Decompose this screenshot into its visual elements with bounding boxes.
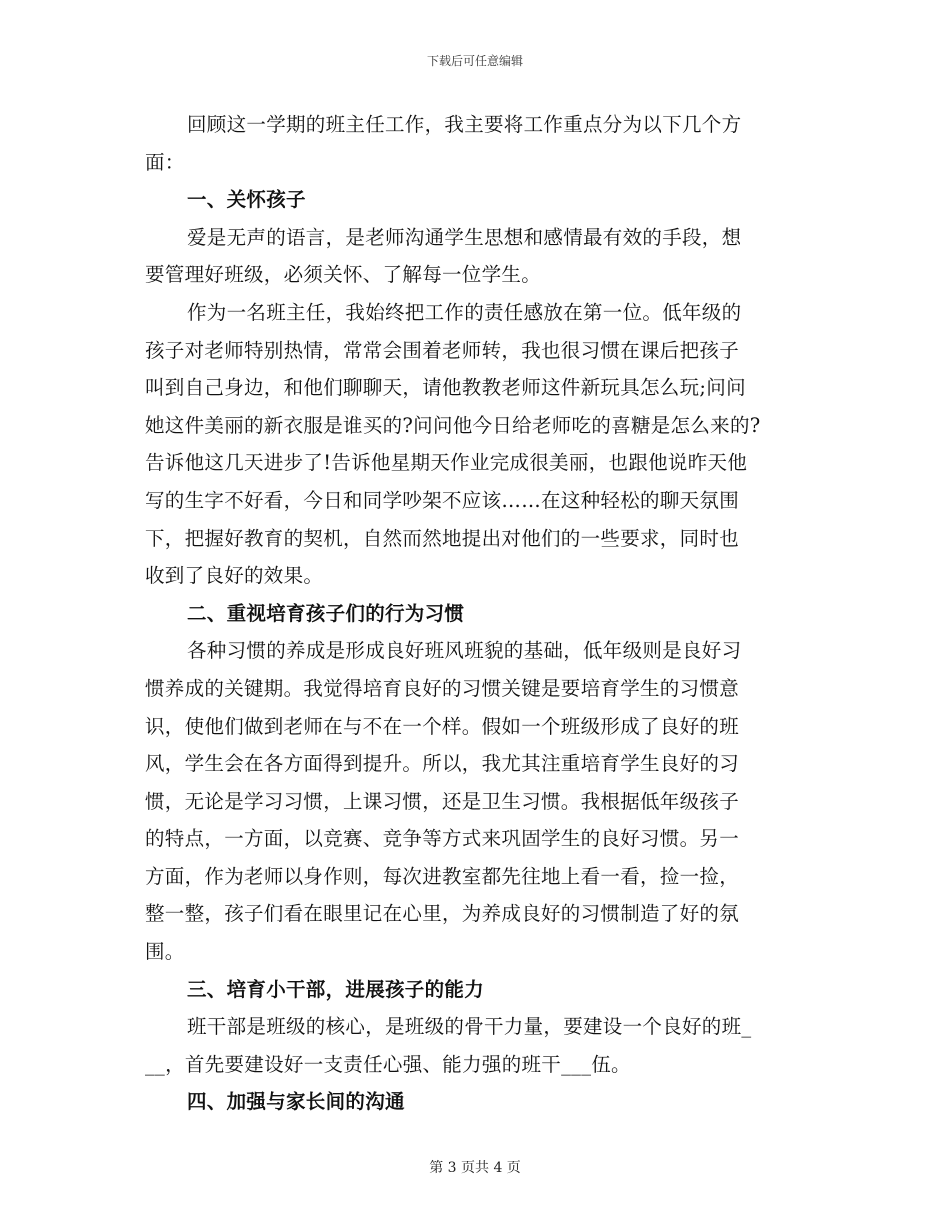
- paragraph-line: 孩子对老师特别热情，常常会围着老师转，我也很习惯在课后把孩子: [145, 338, 740, 362]
- section-heading: 二、重视培育孩子们的行为习惯: [187, 601, 465, 625]
- section-heading: 四、加强与家长间的沟通: [187, 1090, 405, 1114]
- paragraph-line: 回顾这一学期的班主任工作，我主要将工作重点分为以下几个方: [187, 113, 742, 136]
- paragraph-line: 告诉他这几天进步了!告诉他星期天作业完成很美丽，也跟他说昨天他: [145, 451, 748, 475]
- paragraph-line: 爱是无声的语言，是老师沟通学生思想和感情最有效的手段，想: [187, 225, 742, 249]
- paragraph-line: 面：: [145, 150, 185, 174]
- paragraph-line: 各种习惯的养成是形成良好班风班貌的基础，低年级则是良好习: [187, 639, 742, 663]
- paragraph-line: 下，把握好教育的契机，自然而然地提出对他们的一些要求，同时也: [145, 526, 740, 550]
- paragraph-line: 方面，作为老师以身作则，每次进教室都先往地上看一看，捡一捡，: [145, 864, 740, 888]
- paragraph-line: 叫到自己身边，和他们聊聊天，请他教教老师这件新玩具怎么玩;问问: [145, 376, 746, 400]
- section-heading: 三、培育小干部，进展孩子的能力: [187, 977, 485, 1001]
- document-body: [145, 106, 817, 1121]
- section-heading: 一、关怀孩子: [187, 188, 306, 212]
- paragraph-line: 风，学生会在各方面得到提升。所以，我尤其注重培育学生良好的习: [145, 752, 740, 776]
- page-footer: 第 3 页共 4 页: [429, 1160, 521, 1176]
- paragraph-line: 她这件美丽的新衣服是谁买的?问问他今日给老师吃的喜糖是怎么来的?: [145, 413, 761, 437]
- page-header: 下载后可任意编辑: [426, 54, 523, 68]
- paragraph-line: 写的生字不好看，今日和同学吵架不应该……在这种轻松的聊天氛围: [145, 488, 740, 512]
- paragraph-line: __，首先要建设好一支责任心强、能力强的班干___伍。: [145, 1052, 631, 1076]
- paragraph-line: 的特点，一方面，以竞赛、竞争等方式来巩固学生的良好习惯。另一: [145, 827, 740, 851]
- paragraph-line: 惯养成的关键期。我觉得培育良好的习惯关键是要培育学生的习惯意: [145, 676, 740, 700]
- paragraph-line: 班干部是班级的核心，是班级的骨干力量，要建设一个良好的班_: [187, 1015, 752, 1039]
- paragraph-line: 要管理好班级，必须关怀、了解每一位学生。: [145, 263, 542, 287]
- paragraph-line: 惯，无论是学习习惯，上课习惯，还是卫生习惯。我根据低年级孩子: [145, 789, 740, 813]
- paragraph-line: 整一整，孩子们看在眼里记在心里，为养成良好的习惯制造了好的氛: [145, 902, 740, 926]
- paragraph-line: 作为一名班主任，我始终把工作的责任感放在第一位。低年级的: [187, 300, 742, 324]
- paragraph-line: 识，使他们做到老师在与不在一个样。假如一个班级形成了良好的班: [145, 714, 740, 738]
- paragraph-line: 围。: [145, 940, 185, 964]
- paragraph-line: 收到了良好的效果。: [145, 564, 324, 588]
